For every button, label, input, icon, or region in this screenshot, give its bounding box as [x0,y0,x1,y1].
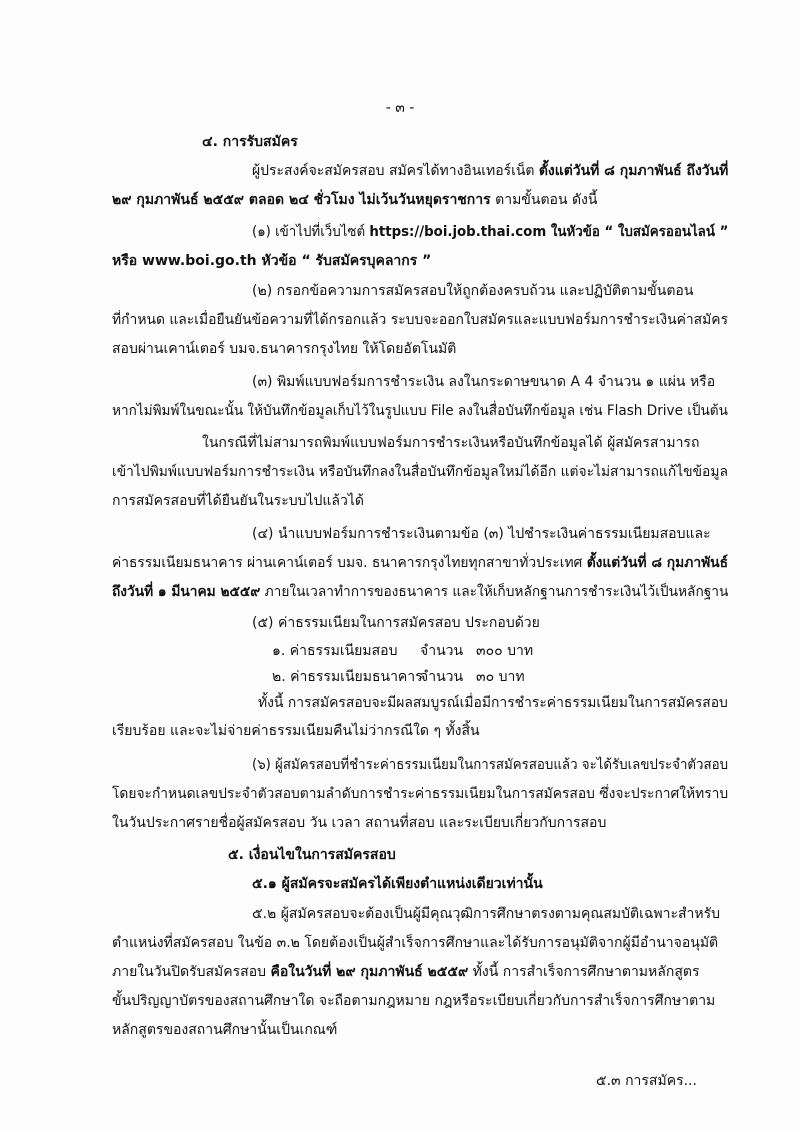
s4-note-line-3: การสมัครสอบที่ได้ยืนยันในระบบไปแล้วได้ [112,493,365,509]
s4-item1-line-1 [252,223,728,241]
s4-item4-start-date: ตั้งแต่วันที่ ๘ กุมภาพันธ์ [586,555,729,571]
fee-row-1 [272,642,533,660]
s4-intro-deadline: ๒๙ กุมภาพันธ์ ๒๕๕๙ ตลอด ๒๔ ชั่วโมง ไม่เว้นวันหยุดราชการ [112,192,491,208]
s4-item1-website: https://boi.job.thai.com ในหัวข้อ “ ใบสมัครออนไลน์ ” [369,224,729,240]
s4-item3-line-2: หากไม่พิมพ์ในขณะนั้น ให้บันทึกข้อมูลเก็บไว้ในรูปแบบ File ลงในสื่อบันทึกข้อมูล เช่น Flash Drive เป็นต้น [112,403,728,419]
s4-item5-line-4: ทั้งนี้ การสมัครสอบจะมีผลสมบูรณ์เมื่อมีการชำระค่าธรรมเนียมในการสมัครสอบ [258,695,728,711]
s5-c2-text: ภายในวันปิดรับสมัครสอบ [112,964,271,980]
s4-intro-text: ผู้ประสงค์จะสมัครสอบ สมัครได้ทางอินเทอร์เน็ต [252,163,539,179]
s4-intro-line-2 [112,191,597,209]
s4-note-line-2: เข้าไปพิมพ์แบบฟอร์มการชำระเงิน หรือบันทึกลงในสื่อบันทึกข้อมูลใหม่ได้อีก แต่จะไม่สามารถแก้ไขข้อมูล [112,464,728,480]
s4-item3-line-1: (๓) พิมพ์แบบฟอร์มการชำระเงิน ลงในกระดาษขนาด A 4 จำนวน ๑ แผ่น หรือ [252,374,716,390]
s4-item1-text: (๑) เข้าไปที่เว็บไซต์ [252,224,370,240]
s5-condition-2-line-1: ๕.๒ ผู้สมัครสอบจะต้องเป็นผู้มีคุณวุฒิการศึกษาตรงตามคุณสมบัติเฉพาะสำหรับ [252,906,721,922]
s5-condition-2-line-5: หลักสูตรของสถานศึกษานั้นเป็นเกณฑ์ [112,1022,338,1038]
fee-1-label: ๑. ค่าธรรมเนียมสอบ [272,643,398,659]
s4-item4-line-2 [112,554,728,572]
s5-condition-2-line-4: ขั้นปริญญาบัตรของสถานศึกษาใด จะถือตามกฎหมาย กฎหรือระเบียบเกี่ยวกับการสำเร็จการศึกษาตาม [112,993,716,1009]
s4-intro-steps: ตามขั้นตอน ดังนี้ [490,192,598,208]
s5-condition-2-line-2: ตำแหน่งที่สมัครสอบ ในข้อ ๓.๒ โดยต้องเป็นผู้สำเร็จการศึกษาและได้รับการอนุมัติจากผู้มีอำนาจอนุมัติ [112,935,719,951]
s4-intro-dates: ตั้งแต่วันที่ ๘ กุมภาพันธ์ ถึงวันที่ [538,163,729,179]
page-number: - ๓ - [385,100,415,116]
s4-item4-line-3 [112,583,728,601]
fee-2-label: ๒. ค่าธรรมเนียมธนาคาร [272,669,423,685]
fee-2-amount: ๓๐ บาท [476,669,525,685]
s4-item5-line-1: (๕) ค่าธรรมเนียมในการสมัครสอบ ประกอบด้วย [252,615,540,631]
fee-row-2 [272,668,525,686]
s5-c2-tail: ทั้งนี้ การสำเร็จการศึกษาตามหลักสูตร [468,964,700,980]
s5-c2-deadline: คือในวันที่ ๒๙ กุมภาพันธ์ ๒๕๕๙ [270,964,469,980]
s4-item5-line-5: เรียบร้อย และจะไม่จ่ายค่าธรรมเนียมคืนไม่ว่ากรณีใด ๆ ทั้งสิ้น [112,723,480,739]
s4-item6-line-3: ในวันประกาศรายชื่อผู้สมัครสอบ วัน เวลา สถานที่สอบ และระเบียบเกี่ยวกับการสอบ [112,815,607,831]
s5-condition-1: ๕.๑ ผู้สมัครจะสมัครได้เพียงตำแหน่งเดียวเท่านั้น [252,876,543,892]
s4-item2-line-1: (๒) กรอกข้อความการสมัครสอบให้ถูกต้องครบถ้วน และปฏิบัติตามขั้นตอน [252,283,694,299]
s4-item4-end-date: ถึงวันที่ ๑ มีนาคม ๒๕๕๙ [112,584,261,600]
fee-1-qty: จำนวน [420,643,464,659]
continuation-footer: ๕.๓ การสมัคร... [596,1073,697,1089]
s4-item4-line-1: (๔) นำแบบฟอร์มการชำระเงินตามข้อ (๓) ไปชำระเงินค่าธรรมเนียมสอบและ [252,526,711,542]
s4-item1-line-2: หรือ www.boi.go.th หัวข้อ “ รับสมัครบุคลากร ” [112,253,432,269]
fee-1-amount: ๓๐๐ บาท [476,643,534,659]
s4-intro-line-1 [252,162,728,180]
s4-note-line-1: ในกรณีที่ไม่สามารถพิมพ์แบบฟอร์มการชำระเงินหรือบันทึกข้อมูลได้ ผู้สมัครสามารถ [202,435,700,451]
s4-item2-line-2: ที่กำหนด และเมื่อยืนยันข้อความที่ได้กรอกแล้ว ระบบจะออกใบสมัครและแบบฟอร์มการชำระเงินค่าสมัคร [112,312,729,328]
section-4-heading: ๔. การรับสมัคร [202,134,298,150]
s4-item4-tail: ภายในเวลาทำการของธนาคาร และให้เก็บหลักฐานการชำระเงินไว้เป็นหลักฐาน [260,584,729,600]
s5-condition-2-line-3 [112,963,699,981]
s4-item2-line-3: สอบผ่านเคาน์เตอร์ บมจ.ธนาคารกรุงไทย ให้โดยอัตโนมัติ [112,341,457,357]
fee-2-qty: จำนวน [420,669,464,685]
s4-item6-line-1: (๖) ผู้สมัครสอบที่ชำระค่าธรรมเนียมในการสมัครสอบแล้ว จะได้รับเลขประจำตัวสอบ [252,757,729,773]
section-5-heading: ๕. เงื่อนไขในการสมัครสอบ [228,847,396,863]
s4-item4-text: ค่าธรรมเนียมธนาคาร ผ่านเคาน์เตอร์ บมจ. ธนาคารกรุงไทยทุกสาขาทั่วประเทศ [112,555,587,571]
s4-item6-line-2: โดยจะกำหนดเลขประจำตัวสอบตามลำดับการชำระค่าธรรมเนียมในการสมัครสอบ ซึ่งจะประกาศให้ทราบ [112,786,729,802]
